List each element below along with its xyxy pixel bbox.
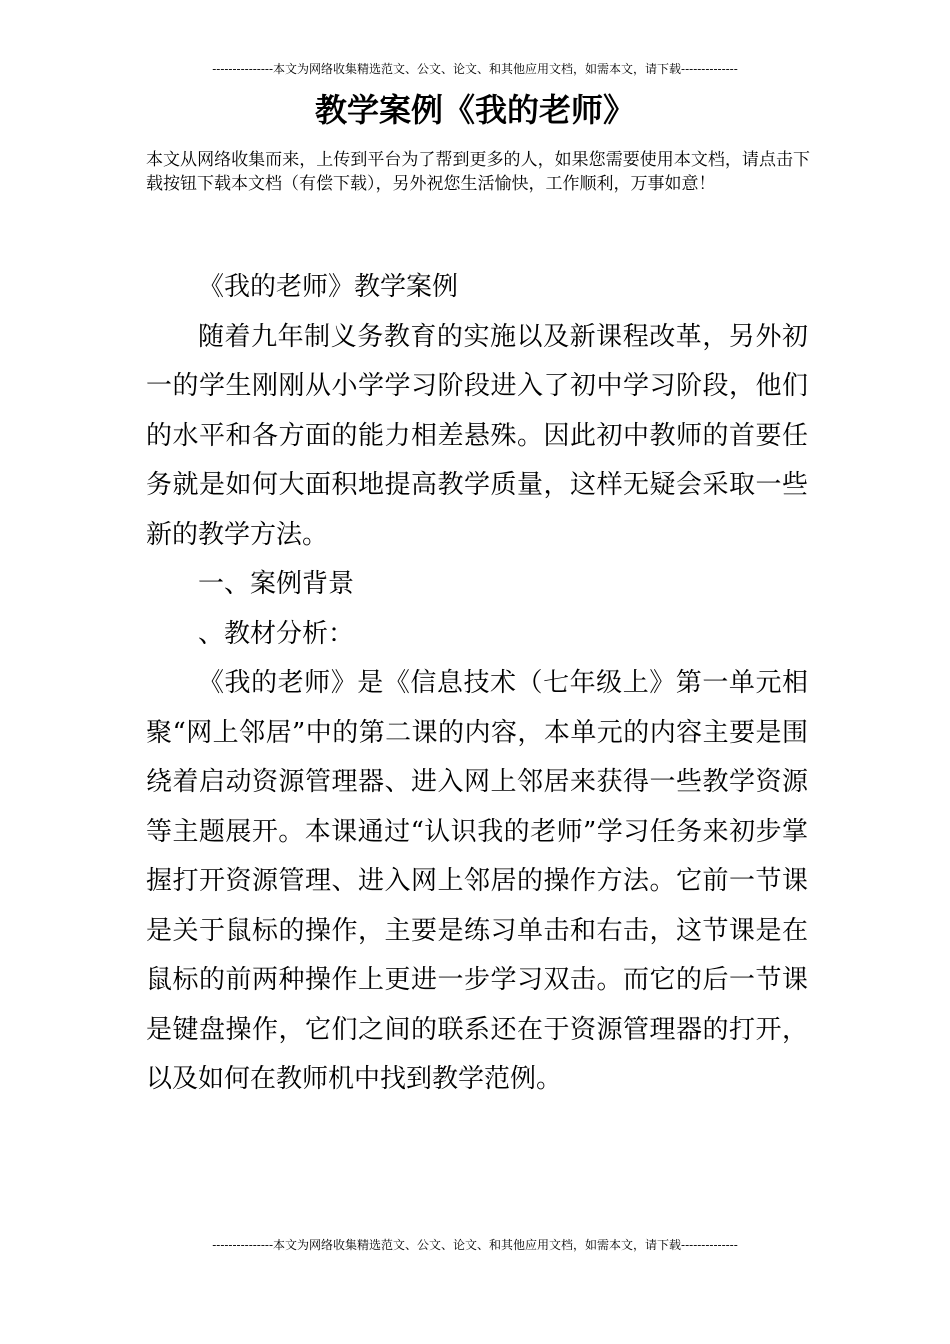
download-notice: 本文从网络收集而来，上传到平台为了帮到更多的人，如果您需要使用本文档，请点击下载按钮下载本文档（有偿下载），另外祝您生活愉快，工作顺利，万事如意！: [146, 150, 810, 194]
body-heading: 《我的老师》教学案例: [198, 272, 459, 302]
footer-banner: ---------------本文为网络收集精选范文、公文、论文、和其他应用文档，如需本文，请下载--------------: [212, 1238, 738, 1252]
body-paragraph: 《我的老师》是《信息技术（七年级上》第一单元相聚“网上邻居”中的第二课的内容，本单元的内容主要是围绕着启动资源管理器、进入网上邻居来获得一些教学资源等主题展开。本课通过“认识我的老师”学习任务来初步掌握打开资源管理、进入网上邻居的操作方法。它前一节课是关于鼠标的操作，主要是练习单击和右击，这节课是在鼠标的前两种操作上更进一步学习双击。而它的后一节课是键盘操作，它们之间的联系还在于资源管理器的打开，以及如何在教师机中找到教学范例。: [146, 668, 808, 1094]
section-heading: 一、案例背景: [198, 569, 355, 599]
document-title: 教学案例《我的老师》: [314, 91, 635, 129]
document-body: [146, 263, 808, 1105]
body-paragraph: 随着九年制义务教育的实施以及新课程改革，另外初一的学生刚刚从小学学习阶段进入了初中学习阶段，他们的水平和各方面的能力相差悬殊。因此初中教师的首要任务就是如何大面积地提高教学质量，这样无疑会采取一些新的教学方法。: [146, 321, 808, 550]
subsection-heading: 、教材分析：: [198, 618, 355, 649]
header-banner: ---------------本文为网络收集精选范文、公文、论文、和其他应用文档，如需本文，请下载--------------: [212, 62, 738, 76]
